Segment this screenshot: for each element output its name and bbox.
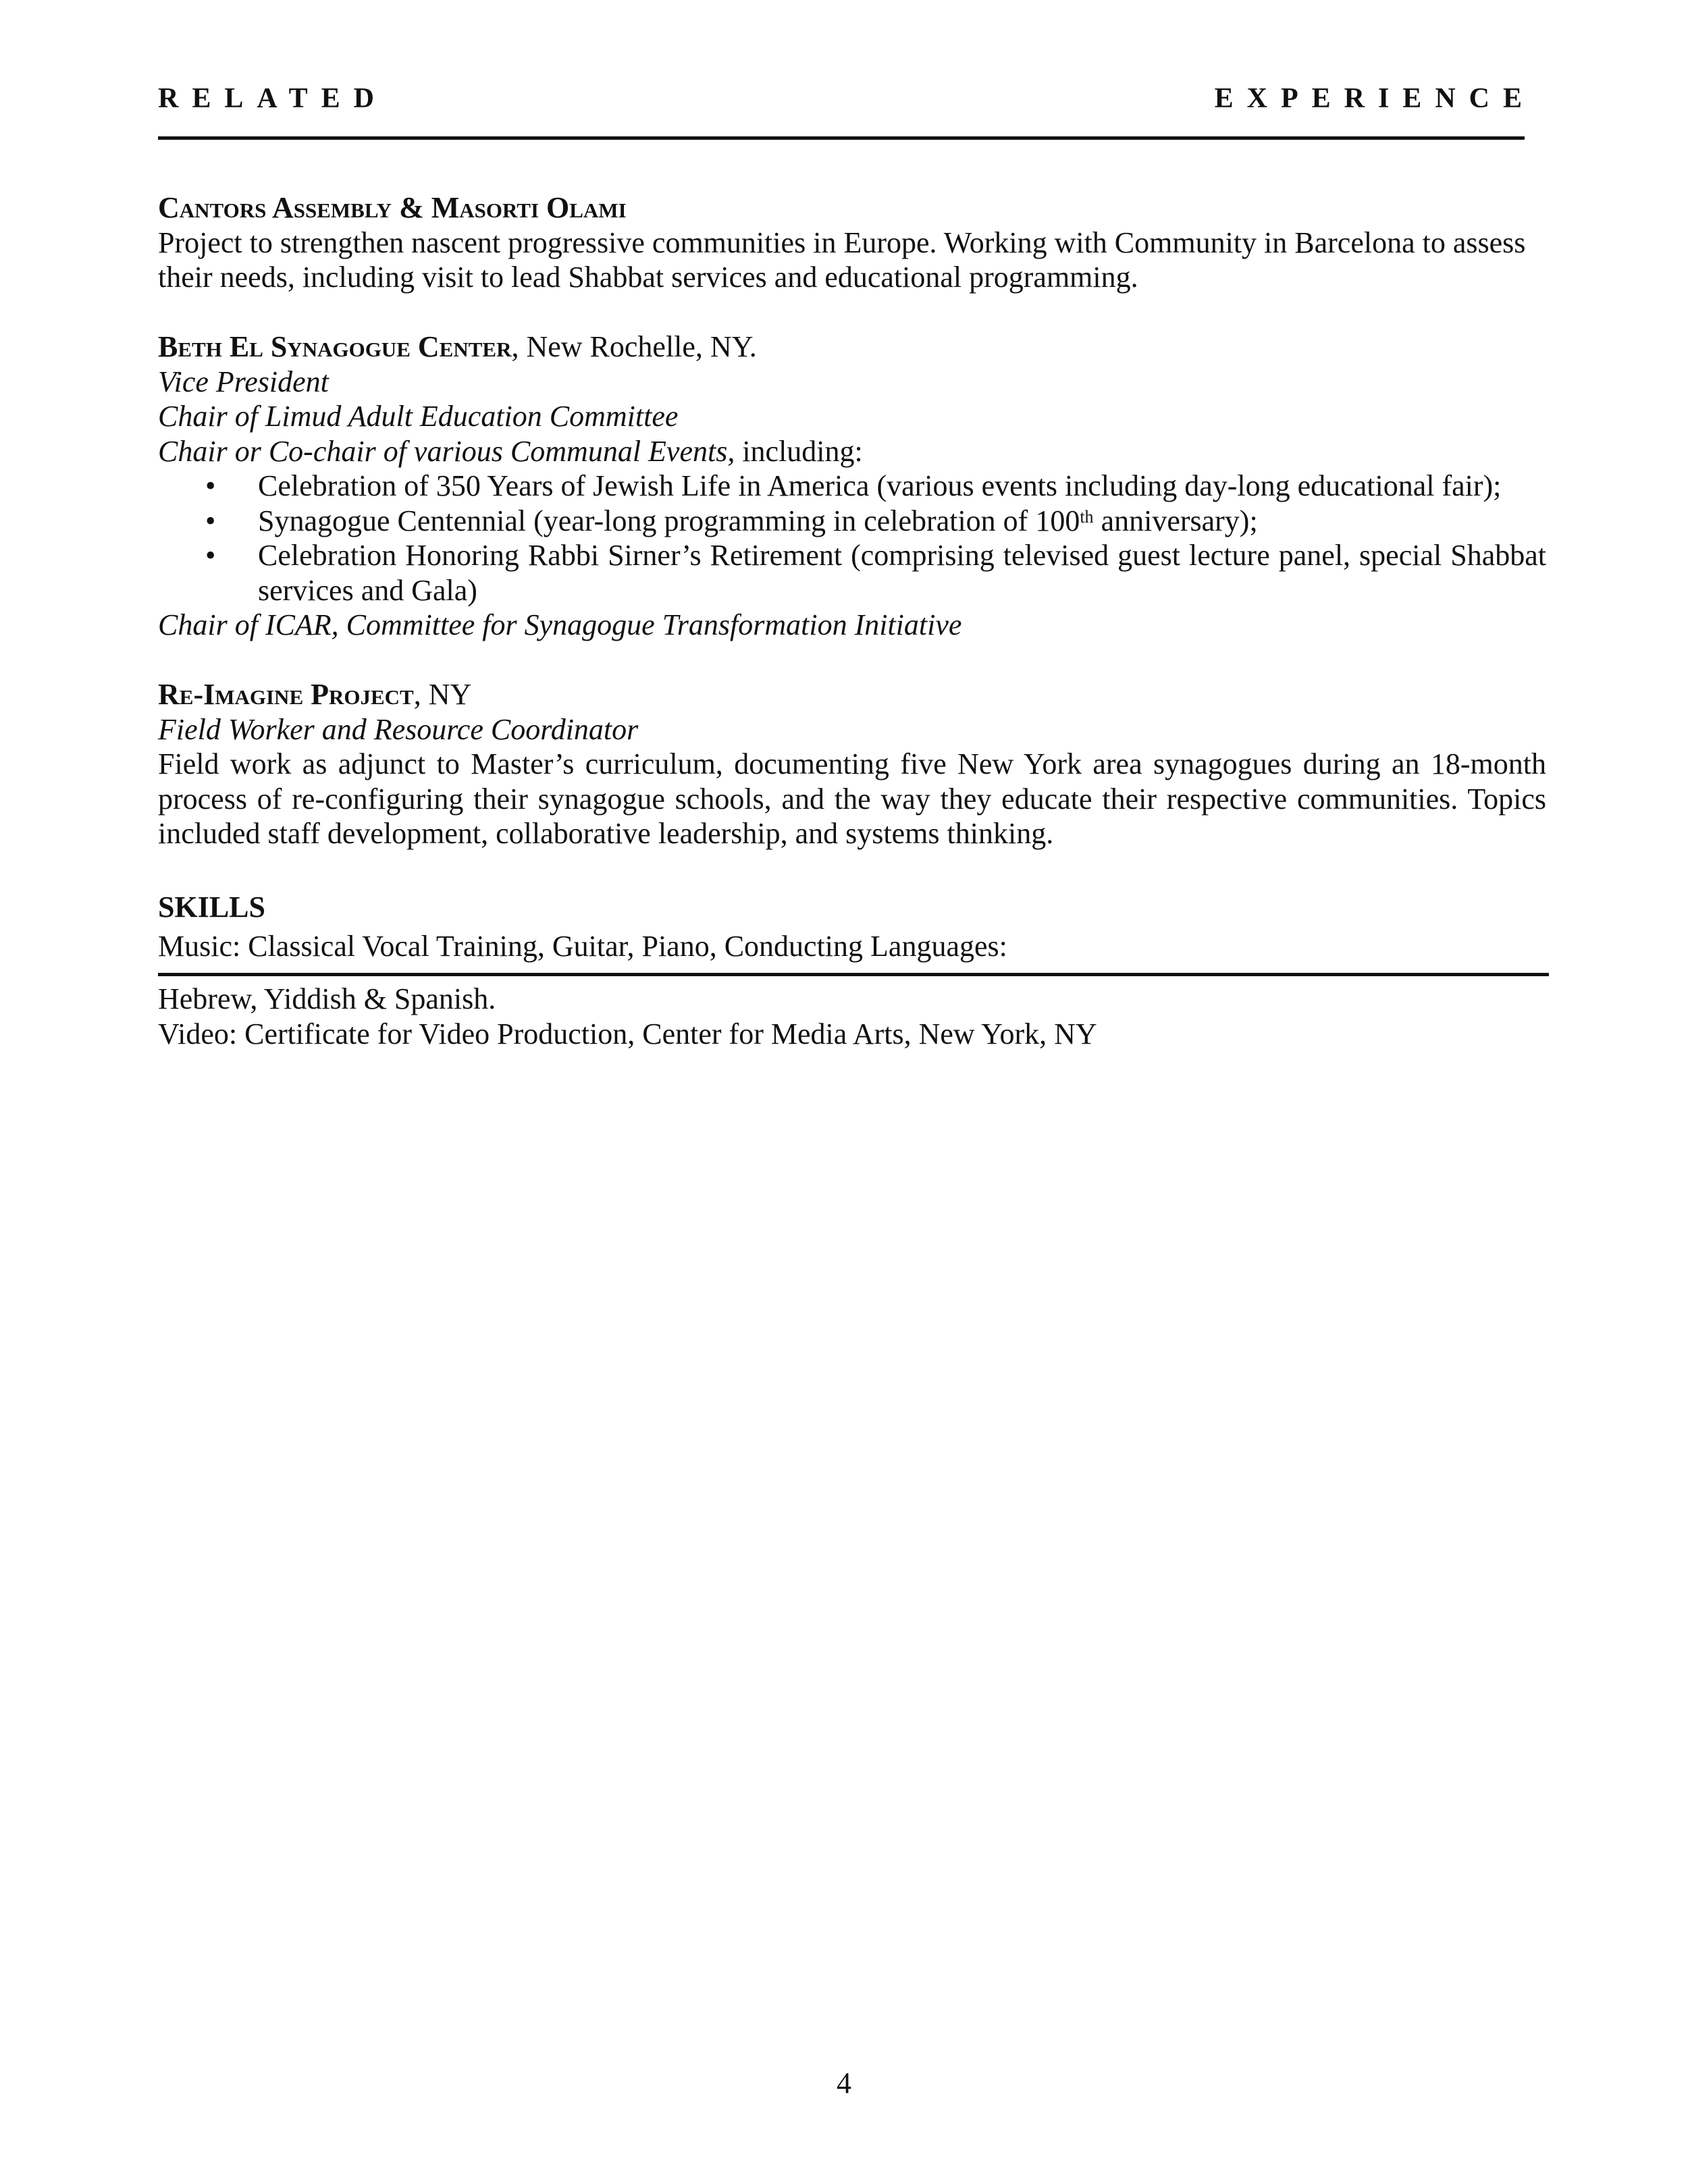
beth-el-event-list bbox=[158, 469, 1546, 608]
cantors-org-name: Cantors Assembly & Masorti Olami bbox=[158, 191, 627, 224]
beth-el-role-limud: Chair of Limud Adult Education Committee bbox=[158, 400, 679, 433]
list-item bbox=[158, 538, 1546, 608]
beth-el-role-vp: Vice President bbox=[158, 365, 329, 398]
header-right-word: EXPERIENCE bbox=[1214, 83, 1535, 114]
beth-el-org-name: Beth El Synagogue Center bbox=[158, 330, 512, 363]
reimagine-org-name: Re-Imagine Project bbox=[158, 678, 414, 711]
reimagine-location: , NY bbox=[413, 678, 472, 711]
bullet-icon: • bbox=[205, 539, 216, 572]
content bbox=[158, 190, 1546, 1051]
event-text: Celebration of 350 Years of Jewish Life in America (various events including day-long educational fair); bbox=[258, 469, 1502, 502]
beth-el-role-events: Chair or Co-chair of various Communal Events, bbox=[158, 434, 735, 468]
header-left-word: RELATED bbox=[158, 83, 388, 114]
skills-section bbox=[158, 890, 1546, 1051]
reimagine-description: Field work as adjunct to Master’s curriculum, documenting five New York area synagogues during an 18-month process of re-configuring their synagogue schools, and the way they educate their respective communities. Topics included staff development, collaborative leadership, and systems thinking. bbox=[158, 747, 1546, 850]
skills-rule bbox=[158, 973, 1549, 976]
skills-music: Music: Classical Vocal Training, Guitar, Piano, Conducting Languages: bbox=[158, 929, 1007, 963]
bullet-icon: • bbox=[205, 504, 216, 537]
list-item bbox=[158, 504, 1546, 539]
skills-video: Video: Certificate for Video Production, Center for Media Arts, New York, NY bbox=[158, 1017, 1097, 1050]
skills-languages: Hebrew, Yiddish & Spanish. bbox=[158, 982, 496, 1015]
beth-el-role-events-suffix: including: bbox=[735, 434, 863, 468]
bullet-icon: • bbox=[205, 469, 216, 502]
event-text-tail: anniversary); bbox=[1093, 504, 1258, 537]
cantors-entry bbox=[158, 190, 1546, 295]
section-header bbox=[158, 82, 1535, 123]
event-text: Celebration Honoring Rabbi Sirner’s Retirement (comprising televised guest lecture panel, special Shabbat services and Gala) bbox=[258, 539, 1546, 607]
ordinal-suffix: th bbox=[1080, 506, 1094, 527]
page-number: 4 bbox=[837, 2067, 851, 2100]
skills-heading: SKILLS bbox=[158, 890, 265, 924]
beth-el-location: , New Rochelle, NY. bbox=[511, 330, 757, 363]
cantors-description: Project to strengthen nascent progressive communities in Europe. Working with Community in Barcelona to assess their needs, including visit to lead Shabbat services and educational programming. bbox=[158, 225, 1526, 294]
reimagine-entry bbox=[158, 677, 1546, 851]
beth-el-role-icar: Chair of ICAR, Committee for Synagogue Transformation Initiative bbox=[158, 608, 962, 641]
event-text: Synagogue Centennial (year-long programming in celebration of 100 bbox=[258, 504, 1080, 537]
beth-el-entry bbox=[158, 329, 1546, 643]
list-item bbox=[158, 469, 1546, 504]
reimagine-role: Field Worker and Resource Coordinator bbox=[158, 712, 639, 746]
header-rule bbox=[158, 136, 1525, 140]
